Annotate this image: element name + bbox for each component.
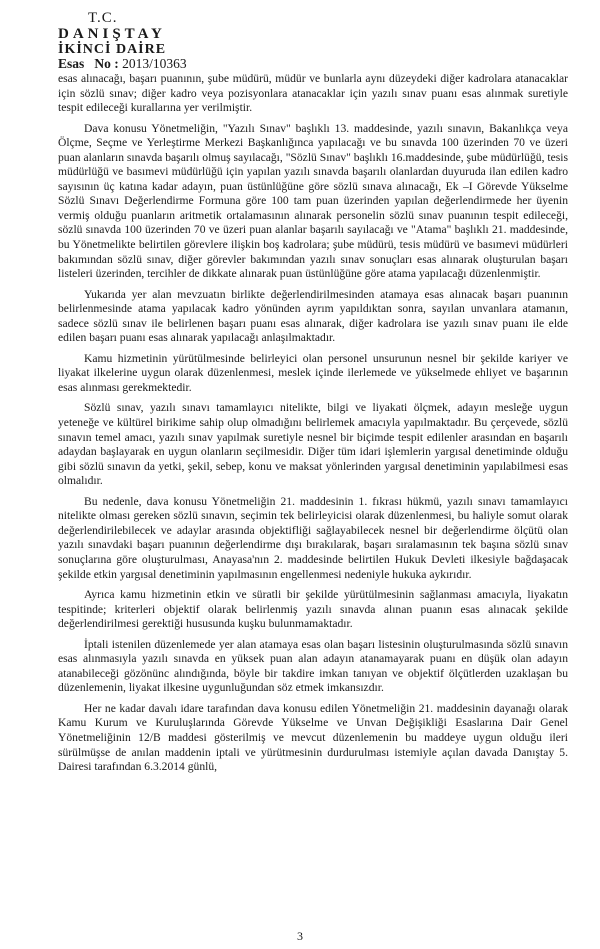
paragraph-3: Yukarıda yer alan mevzuatın birlikte değerlendirilmesinden atamaya esas alınacak başarı puanının belirlenmesinde atama yapılacak kadro yönünden ayrım yapıldıktan sonra, sayılan unvanlara atamanın, sadece sözlü sınav ile belirlenen başarı puanı esas alınarak, diğer kadrolara ise yazılı sınav puanı ile elde edilen başarı puanı esas alınarak yapılacağı anlaşılmaktadır. xyxy=(58,287,568,345)
paragraph-2: Dava konusu Yönetmeliğin, "Yazılı Sınav" başlıklı 13. maddesinde, yazılı sınavın, Bakanlıkça veya Ölçme, Seçme ve Yerleştirme Merkezi Başkanlığınca yapılacağı ve bu sınavda 100 üzerinden 70 ve üzeri puan alanların sınavda başarılı olmuş sayılacağı, "Sözlü Sınav" başlıklı 16.maddesinde, şube müdürlüğü, tesis müdürlüğü ve basımevi müdürlüğü için yapılan yazılı sınavda başarılı olanlardan duyuruda ilan edilen kadro sayısının üç katına kadar adayın, puan üstünlüğüne göre sözlü sınava alınacağı, Ek –I Görevde Yükselme Sözlü Sınavı Değerlendirme Formuna göre 100 tam puan üzerinden yapılan değerlendirmede her üyenin vermiş olduğu puanların aritmetik ortalamasının alınarak personelin sözlü sınav puanının tespit edileceği, sözlü sınavda 100 üzerinden 70 ve üzeri puan alanlar başarılı sayılacağı ve "Atama" başlıklı 21. maddesinde, bu Yönetmelikte belirtilen görevlere ilişkin boş kadrolara; şube müdürü, tesis müdürü ve basımevi müdürleri bakımından sözlü sınav, diğer görevler bakımından yazılı sınav sonuçları esas alınarak oluşturulan başarı listeleri üzerinden, tercihler de dikkate alınarak puan üstünlüğüne göre atama yapılacağı düzenlenmiştir. xyxy=(58,121,568,281)
page-number: 3 xyxy=(297,929,303,943)
paragraph-1: esas alınacağı, başarı puanının, şube müdürü, müdür ve bunlarla aynı düzeydeki diğer kadrolara atanacaklar için sözlü sınav; diğer kadro veya pozisyonlara atanacaklar için yazılı sınav puanı esas alınmak suretiyle tespit edileceği kurallarına yer verilmiştir. xyxy=(58,72,568,115)
esas-no-label: No : xyxy=(94,56,119,71)
header-department: İKİNCİ DAİRE xyxy=(58,42,167,57)
paragraph-8: İptali istenilen düzenlemede yer alan atamaya esas olan başarı listesinin oluşturulmasında sözlü sınavın esas alınmasıyla yazılı sınavda en yüksek puan alan adayın atanamayarak puanı en düşük olan adayın atanabileceği gözönünc alındığında, böyle bir takdire imkan tanıyan ve objektif ölçütlerden uzaklaşan bu düzenlemenin, liyakat ilkesine uygunluğundan söz etmek imkansızdır. xyxy=(58,637,568,695)
case-number-value: 2013/10363 xyxy=(122,56,187,71)
header-tc: T.C. xyxy=(88,10,118,26)
paragraph-9: Her ne kadar davalı idare tarafından dava konusu edilen Yönetmeliğin 21. maddesinin dayanağı olarak Kamu Kurum ve Kuruluşlarında Görevde Yükselme ve Unvan Değişikliği Esaslarına Dair Genel Yönetmeliğinin 12/B maddesi gösterilmiş ve mevcut düzenlemenin bu maddeye uygun olduğu ileri sürülmüşse de anılan maddenin iptali ve yürütmesinin durdurulması istemiyle açılan davada Danıştay 5. Dairesi tarafından 6.3.2014 günlü, xyxy=(58,701,568,774)
document-body xyxy=(58,72,568,775)
header-organization: DANIŞTAY xyxy=(58,26,166,42)
esas-label: Esas xyxy=(58,56,85,71)
paragraph-4: Kamu hizmetinin yürütülmesinde belirleyici olan personel unsurunun nesnel bir şekilde kariyer ve liyakat ilkelerine uygun olarak düzenlenmesi, meslek içinde ilerlemede ve yükselmede ehliyet ve başarının esas alınması gerekmektedir. xyxy=(58,351,568,394)
paragraph-5: Sözlü sınav, yazılı sınavı tamamlayıcı nitelikte, bilgi ve liyakati ölçmek, adayın mesleğe uygun yeteneğe ve kültürel birikime sahip olup olmadığını belirlemek amacıyla yapılmaktadır. Bu çerçevede, sözlü sınavın temel amacı, yazılı sınav yapılmak suretiyle nesnel bir biçimde tespit edilenler arasından en başarılı adaydan başlayarak en uygun olanların seçilmesidir. Diğer tüm idari işlemlerin yargısal denetiminde olduğu gibi sözlü sınavın da yetki, şekil, sebep, konu ve maksat yönlerinden yargısal denetiminin yapılabilmesi esas olmalıdır. xyxy=(58,401,568,488)
paragraph-6: Bu nedenle, dava konusu Yönetmeliğin 21. maddesinin 1. fıkrası hükmü, yazılı sınavı tamamlayıcı nitelikte olması gereken sözlü sınavın, seçimin tek belirleyicisi olarak düzenlenmesi, bu haliyle somut olarak değerlendirilebilecek ve adaylar arasında objektifliği sağlayabilecek nesnel bir değerlendirme ölçütü olan yazılı sınavdaki başarı puanının değerlendirme dışı bırakılarak, başarı sıralamasının tek başına sözlü sınav sonuçlarına göre oluşturulması, Anayasa'nın 2. maddesinde belirtilen Hukuk Devleti ilkesiyle bağdaşacak şekilde etkin yargısal denetiminin yapılmasının engellenmesi nedeniyle hukuka aykırıdır. xyxy=(58,494,568,581)
case-number-line xyxy=(58,57,568,71)
paragraph-7: Ayrıca kamu hizmetinin etkin ve süratli bir şekilde yürütülmesinin sağlanması amacıyla, liyakatın tespitinde; kriterleri objektif olarak belirlenmiş yazılı sınavda alınan puanın esas alınacak şekilde değerlendirilmesi gerektiği hususunda kuşku bulunmamaktadır. xyxy=(58,588,568,631)
